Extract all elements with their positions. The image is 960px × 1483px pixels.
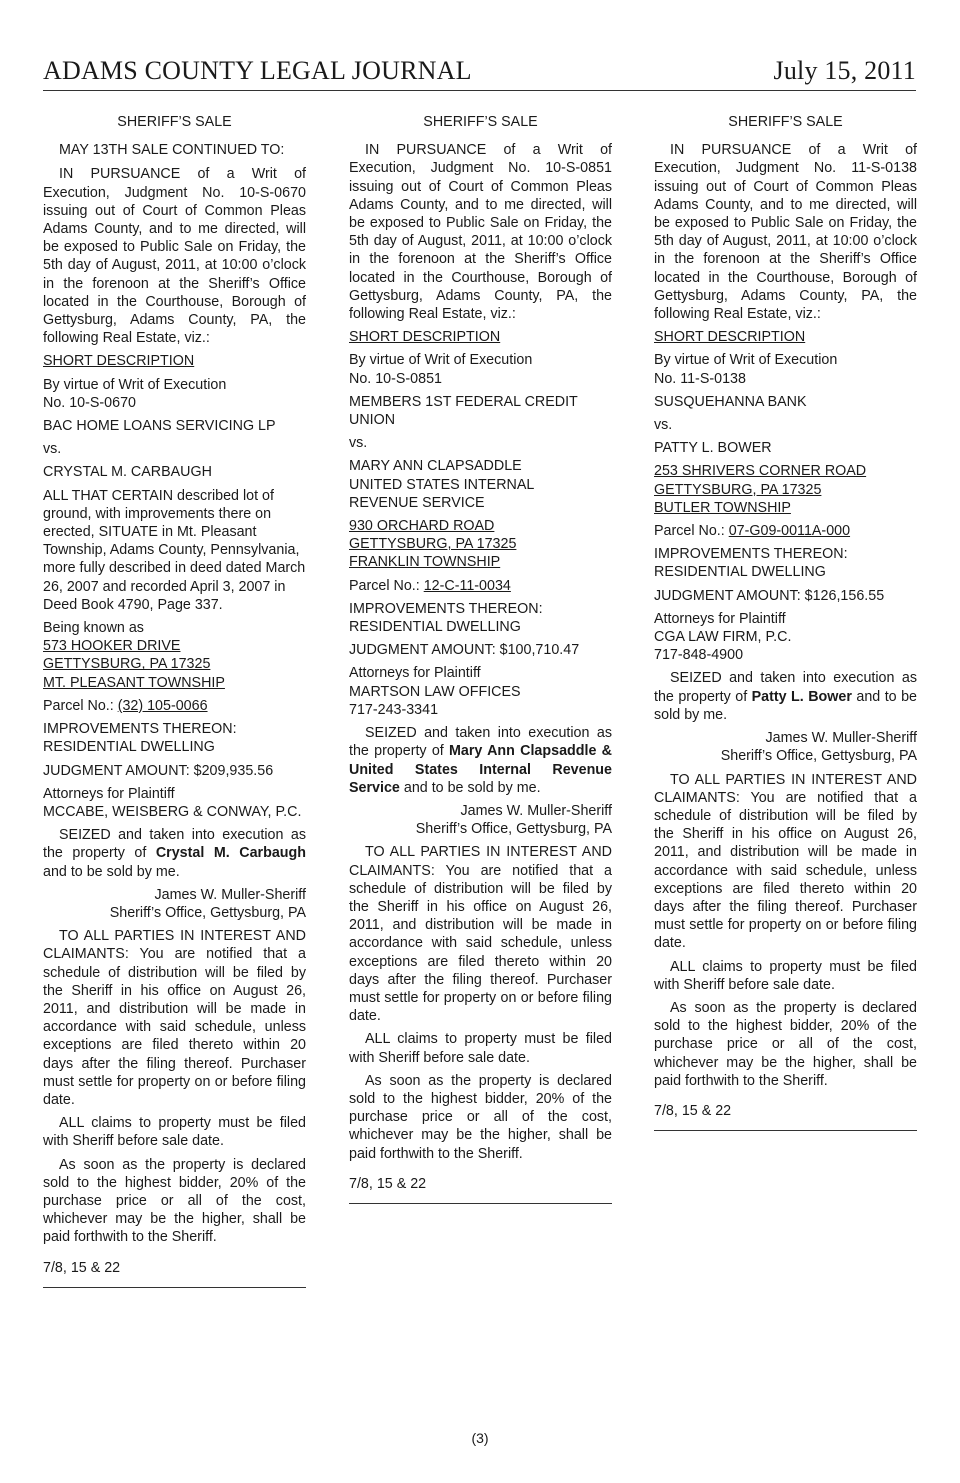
short-description-label: SHORT DESCRIPTION	[654, 329, 806, 346]
address-township: BUTLER TOWNSHIP	[654, 499, 791, 516]
defendant-2: UNITED STATES INTERNAL	[349, 476, 535, 493]
defendant: CRYSTAL M. CARBAUGH	[43, 464, 212, 481]
seized-text-end: and to be sold by me.	[399, 779, 541, 796]
known-as: Being known as	[43, 620, 144, 637]
versus: vs.	[654, 417, 673, 434]
short-description-label: SHORT DESCRIPTION	[349, 329, 501, 346]
writ-number: No. 10-S-0851	[349, 370, 442, 387]
journal-title: ADAMS COUNTY LEGAL JOURNAL	[43, 56, 472, 85]
parcel-label: Parcel No.:	[349, 577, 424, 594]
sale-notice-10-S-0670	[43, 113, 306, 1288]
address-street: 573 HOOKER DRIVE	[43, 638, 181, 655]
attorneys-phone: 717-243-3341	[349, 701, 439, 718]
seized-text: SEIZED and taken into execution as the property of	[43, 827, 306, 862]
attorneys-label: Attorneys for Plaintiff	[43, 785, 175, 802]
end-rule	[654, 1130, 917, 1131]
distribution-notice: TO ALL PARTIES IN INTEREST AND CLAIMANTS: You are notified that a schedule of distribution will be filed by the Sheriff in his office on August 26, 2011, and distribution will be made in accordance with said schedule, unless exceptions are filed thereto within 20 days after the filing thereof. Purchaser must settle for property on or before filing date.	[43, 928, 306, 1108]
publication-dates: 7/8, 15 & 22	[349, 1175, 427, 1192]
attorneys-phone: 717-848-4900	[654, 647, 744, 664]
address-township: MT. PLEASANT TOWNSHIP	[43, 674, 225, 691]
claims-notice: ALL claims to property must be filed with Sheriff before sale date.	[654, 958, 917, 993]
writ-line: By virtue of Writ of Execution	[43, 376, 227, 393]
address-city: GETTYSBURG, PA 17325	[349, 536, 517, 553]
writ-number: No. 10-S-0670	[43, 394, 136, 411]
attorneys-firm: CGA LAW FIRM, P.C.	[654, 629, 792, 646]
parcel-number: 12-C-11-0034	[423, 577, 511, 594]
judgment-amount: JUDGMENT AMOUNT: $100,710.47	[349, 642, 580, 659]
judgment-amount: JUDGMENT AMOUNT: $209,935.56	[43, 762, 274, 779]
address-street: 930 ORCHARD ROAD	[349, 518, 495, 535]
versus: vs.	[43, 441, 62, 458]
attorneys-firm: MCCABE, WEISBERG & CONWAY, P.C.	[43, 803, 302, 820]
sheriff-signature: James W. Muller-Sheriff	[154, 886, 306, 903]
bidder-notice: As soon as the property is declared sold to the highest bidder, 20% of the purchase price or all of the cost, whichever may be the higher, shall be paid forthwith to the Sheriff.	[43, 1156, 306, 1246]
distribution-notice: TO ALL PARTIES IN INTEREST AND CLAIMANTS: You are notified that a schedule of distribution will be filed by the Sheriff in his office on August 26, 2011, and distribution will be made in accordance with said schedule, unless exceptions are filed thereto within 20 days after the filing thereof. Purchaser must settle for property on or before filing date.	[349, 844, 612, 1025]
notice-subheading: MAY 13TH SALE CONTINUED TO:	[59, 142, 285, 159]
attorneys-label: Attorneys for Plaintiff	[349, 665, 481, 682]
seized-text: SEIZED and taken into execution as the property of	[654, 670, 917, 705]
pursuance-paragraph: IN PURSUANCE of a Writ of Execution, Judgment No. 10-S-0851 issuing out of Court of Common Pleas Adams County, and to me directed, will be exposed to Public Sale on Friday, the 5th day of August, 2011, at 10:00 o’clock in the forenoon at the Sheriff’s Office located in the Courthouse, Borough of Gettysburg, Adams County, PA, the following Real Estate, viz.:	[349, 142, 612, 323]
bidder-notice: As soon as the property is declared sold to the highest bidder, 20% of the purchase price or all of the cost, whichever may be the higher, shall be paid forthwith to the Sheriff.	[654, 999, 917, 1089]
improvements-value: RESIDENTIAL DWELLING	[349, 619, 521, 636]
seized-owner: Mary Ann Clapsaddle & United States Internal Revenue Service	[349, 743, 612, 796]
seized-text: SEIZED and taken into execution as the property of	[349, 725, 612, 760]
short-description-label: SHORT DESCRIPTION	[43, 353, 195, 370]
seized-owner: Crystal M. Carbaugh	[155, 845, 306, 862]
improvements-value: RESIDENTIAL DWELLING	[43, 739, 215, 756]
sale-notice-11-S-0138	[654, 113, 917, 1131]
parcel-label: Parcel No.:	[43, 697, 118, 714]
improvements-label: IMPROVEMENTS THEREON:	[654, 546, 848, 563]
pursuance-paragraph: IN PURSUANCE of a Writ of Execution, Judgment No. 10-S-0670 issuing out of Court of Common Pleas Adams County, and to me directed, will be exposed to Public Sale on Friday, the 5th day of August, 2011, at 10:00 o’clock in the forenoon at the Sheriff’s Office located in the Courthouse, Borough of Gettysburg, Adams County, PA, the following Real Estate, viz.:	[43, 166, 306, 347]
sheriff-office: Sheriff’s Office, Gettysburg, PA	[415, 821, 612, 838]
sheriff-signature: James W. Muller-Sheriff	[460, 802, 612, 819]
address-city: GETTYSBURG, PA 17325	[654, 481, 822, 498]
masthead	[43, 52, 916, 91]
parcel-number: 07-G09-0011A-000	[728, 523, 851, 540]
seized-text-end: and to be sold by me.	[654, 688, 917, 723]
notice-heading: SHERIFF’S SALE	[423, 114, 538, 130]
end-rule	[43, 1287, 306, 1288]
address-city: GETTYSBURG, PA 17325	[43, 656, 211, 673]
attorneys-label: Attorneys for Plaintiff	[654, 610, 786, 627]
page-number: (3)	[471, 1430, 489, 1446]
pursuance-paragraph: IN PURSUANCE of a Writ of Execution, Judgment No. 11-S-0138 issuing out of Court of Common Pleas Adams County, and to me directed, will be exposed to Public Sale on Friday, the 5th day of August, 2011, at 10:00 o’clock in the forenoon at the Sheriff’s Office located in the Courthouse, Borough of Gettysburg, Adams County, PA, the following Real Estate, viz.:	[654, 142, 917, 323]
defendant: MARY ANN CLAPSADDLE	[349, 458, 522, 475]
distribution-notice: TO ALL PARTIES IN INTEREST AND CLAIMANTS: You are notified that a schedule of distribution will be filed by the Sheriff in his office on August 26, 2011, and distribution will be made in accordance with said schedule, unless exceptions are filed thereto within 20 days after the filing thereof. Purchaser must settle for property on or before filing date.	[654, 771, 917, 952]
notice-heading: SHERIFF’S SALE	[117, 114, 232, 130]
publication-dates: 7/8, 15 & 22	[43, 1259, 121, 1276]
versus: vs.	[349, 435, 368, 452]
writ-number: No. 11-S-0138	[654, 370, 746, 387]
notice-heading: SHERIFF’S SALE	[728, 114, 843, 130]
claims-notice: ALL claims to property must be filed with Sheriff before sale date.	[43, 1115, 306, 1150]
seized-text-end: and to be sold by me.	[43, 863, 180, 880]
address-street: 253 SHRIVERS CORNER ROAD	[654, 463, 867, 480]
plaintiff: MEMBERS 1ST FEDERAL CREDIT UNION	[349, 393, 578, 429]
writ-line: By virtue of Writ of Execution	[349, 352, 533, 369]
bidder-notice: As soon as the property is declared sold to the highest bidder, 20% of the purchase price or all of the cost, whichever may be the higher, shall be paid forthwith to the Sheriff.	[349, 1072, 612, 1162]
claims-notice: ALL claims to property must be filed with Sheriff before sale date.	[349, 1031, 612, 1066]
writ-line: By virtue of Writ of Execution	[654, 352, 838, 369]
sheriff-office: Sheriff’s Office, Gettysburg, PA	[109, 904, 306, 921]
sheriff-office: Sheriff’s Office, Gettysburg, PA	[720, 748, 917, 765]
defendant-2-cont: REVENUE SERVICE	[349, 494, 485, 511]
sale-notice-10-S-0851	[349, 113, 612, 1204]
improvements-label: IMPROVEMENTS THEREON:	[349, 600, 543, 617]
issue-date: July 15, 2011	[773, 56, 916, 85]
judgment-amount: JUDGMENT AMOUNT: $126,156.55	[654, 587, 885, 604]
attorneys-firm: MARTSON LAW OFFICES	[349, 683, 521, 700]
address-township: FRANKLIN TOWNSHIP	[349, 554, 501, 571]
parcel-label: Parcel No.:	[654, 523, 729, 540]
plaintiff: SUSQUEHANNA BANK	[654, 393, 807, 410]
improvements-label: IMPROVEMENTS THEREON:	[43, 721, 237, 738]
plaintiff: BAC HOME LOANS SERVICING LP	[43, 418, 276, 435]
publication-dates: 7/8, 15 & 22	[654, 1102, 732, 1119]
improvements-value: RESIDENTIAL DWELLING	[654, 564, 826, 581]
sheriff-signature: James W. Muller-Sheriff	[765, 730, 917, 747]
seized-owner: Patty L. Bower	[751, 688, 852, 705]
property-description: ALL THAT CERTAIN described lot of ground, with improvements there on erected, SITUATE in Mt. Pleasant Township, Adams County, Pennsylvania, more fully described in deed dated March 26, 2007 and recorded April 3, 2007 in Deed Book 4790, Page 337.	[43, 487, 306, 613]
parcel-number: (32) 105-0066	[117, 697, 208, 714]
end-rule	[349, 1203, 612, 1204]
defendant: PATTY L. BOWER	[654, 440, 772, 457]
